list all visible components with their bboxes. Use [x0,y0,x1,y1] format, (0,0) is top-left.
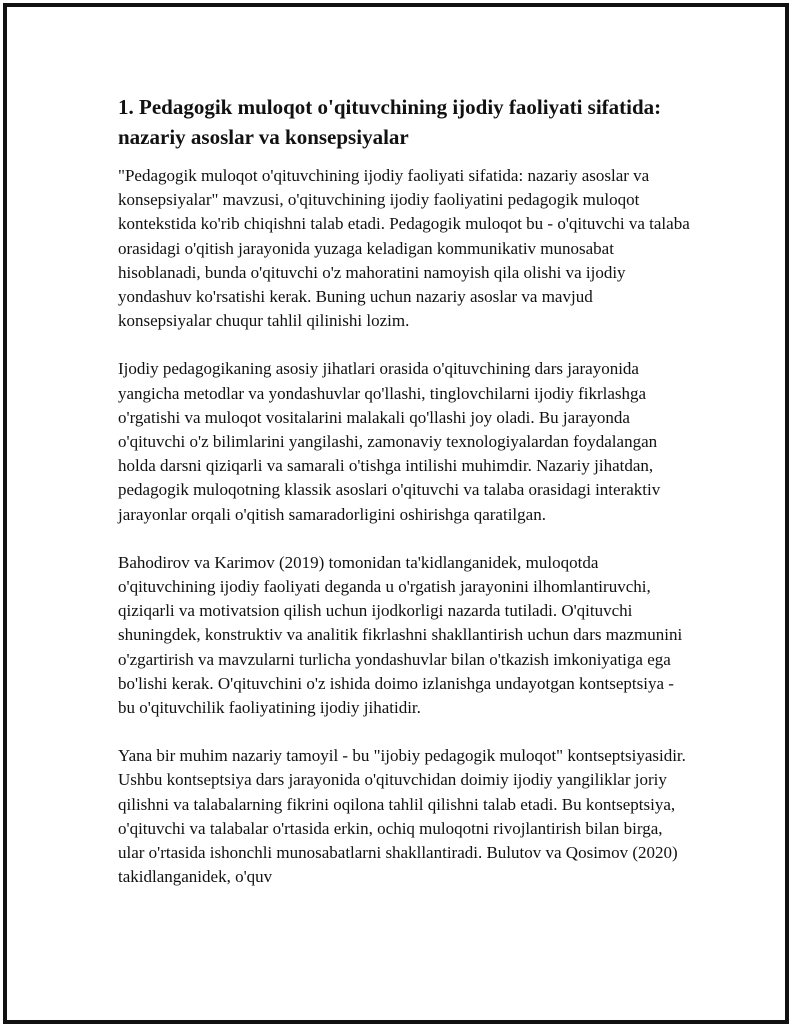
section-heading: 1. Pedagogik muloqot o'qituvchining ijodiy faoliyati sifatida: nazariy asoslar va konsepsiyalar [118,95,662,149]
paragraph-1: "Pedagogik muloqot o'qituvchining ijodiy faoliyati sifatida: nazariy asoslar va konsepsiyalar" mavzusi, o'qituvchining ijodiy faoliyatini pedagogik muloqot kontekstida ko'rib chiqishni talab etadi. Pedagogik muloqot bu - o'qituvchi va talaba orasidagi o'qitish jarayonida yuzaga keladigan kommunikativ munosabat hisoblanadi, bunda o'qituvchi o'z mahoratini namoyish qila olishi va ijodiy yondashuv ko'rsatishi kerak. Buning uchun nazariy asoslar va mavjud konsepsiyalar chuqur tahlil qilinishi lozim. [118,166,690,331]
paragraph-3: Bahodirov va Karimov (2019) tomonidan ta'kidlanganidek, muloqotda o'qituvchining ijodiy faoliyati deganda u o'rgatish jarayonini ilhomlantiruvchi, qiziqarli va motivatsion qilish uchun ijodkorligi nazarda tutiladi. O'qituvchi shuningdek, konstruktiv va analitik fikrlashni shakllantirish uchun dars mazmunini o'zgartirish va mavzularni turlicha yondashuvlar bilan o'tkazish imkoniyatiga ega bo'lishi kerak. O'qituvchini o'z ishida doimo izlanishga undayotgan kontseptsiya - bu o'qituvchilik faoliyatining ijodiy jihatidir. [118,552,683,718]
paragraph-4: Yana bir muhim nazariy tamoyil - bu "ijobiy pedagogik muloqot" kontseptsiyasidir. Ushbu kontseptsiya dars jarayonida o'qituvchidan doimiy ijodiy yangiliklar joriy qilishni va talabalarning fikrini oqilona tahlil qilishni talab etadi. Bu kontseptsiya, o'qituvchi va talabalar o'rtasida erkin, ochiq muloqotni rivojlantirish bilan birga, ular o'rtasida ishonchli munosabatlarni shakllantiradi. Bulutov va Qosimov (2020) takidlanganidek, o'quv [118,746,686,887]
document-body [118,92,690,889]
paragraph-2: Ijodiy pedagogikaning asosiy jihatlari orasida o'qituvchining dars jarayonida yangicha metodlar va yondashuvlar qo'llashi, tinglovchilarni ijodiy fikrlashga o'rgatishi va muloqot vositalarini malakali qo'llashi joy oladi. Bu jarayonda o'qituvchi o'z bilimlarini yangilashi, zamonaviy texnologiyalardan foydalangan holda darsni qiziqarli va samarali o'tishga intilishi muhimdir. Nazariy jihatdan, pedagogik muloqotning klassik asoslari o'qituvchi va talaba orasidagi interaktiv jarayonlar orqali o'qitish samaradorligini oshirishga qaratilgan. [118,359,661,524]
